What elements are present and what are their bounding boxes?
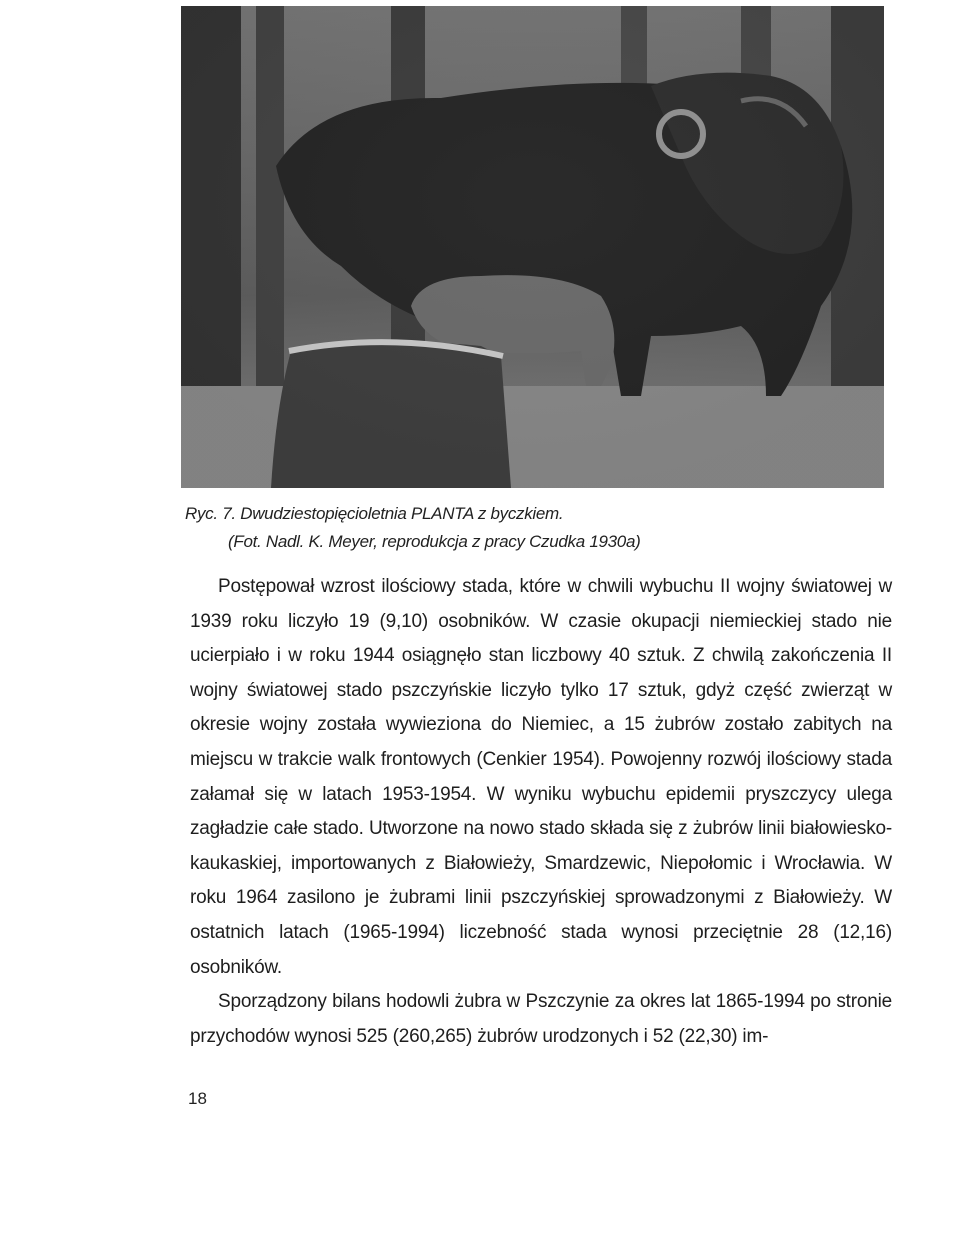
body-text [190,570,892,1054]
paragraph: Postępował wzrost ilościowy stada, które w chwili wybuchu II wojny światowej w 1939 roku liczyło 19 (9,10) osobników. W czasie okupacji niemieckiej stado nie ucierpiało i w roku 1944 osiągnęło stan liczbowy 40 sztuk. Z chwilą zakończenia II wojny światowej stado pszczyńskie liczyło tylko 17 sztuk, gdyż część zwierząt w okresie wojny została wywieziona do Niemiec, a 15 żubrów zostało zabitych na miejscu w trakcie walk frontowych (Cenkier 1954). Powojenny rozwój ilościowy stada załamał się w latach 1953-1954. W wyniku wybuchu epidemii pryszczycy ulega zagładzie całe stado. Utworzone na nowo stado składa się z żubrów linii białowiesko-kaukaskiej, importowanych z Białowieży, Smardzewic, Niepołomic i Wrocławia. W roku 1964 zasilono je żubrami linii pszczyńskiej sprowadzonymi z Białowieży. W ostatnich latach (1965-1994) liczebność stada wynosi przeciętnie 28 (12,16) osobników. [190,576,892,978]
paragraph: Sporządzony bilans hodowli żubra w Pszczynie za okres lat 1865-1994 po stronie przychodów wynosi 525 (260,265) żubrów urodzonych i 52 (22,30) im- [190,991,892,1047]
bison-photo [181,6,884,488]
page-number: 18 [188,1089,207,1108]
caption-title: Ryc. 7. Dwudziestopięcioletnia PLANTA z byczkiem. [185,504,564,523]
bison-photo-image [181,6,884,488]
figure-caption [185,500,885,556]
caption-credit: (Fot. Nadl. K. Meyer, reprodukcja z pracy Czudka 1930a) [228,532,641,551]
